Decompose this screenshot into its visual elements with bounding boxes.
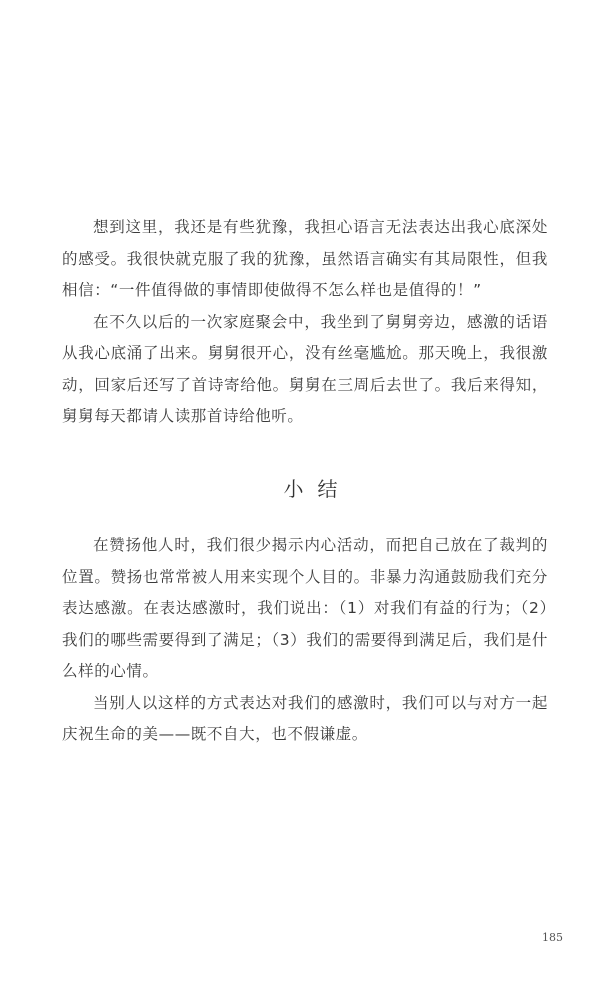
summary-text-block (62, 530, 548, 751)
paragraph: 在不久以后的一次家庭聚会中，我坐到了舅舅旁边，感激的话语从我心底涌了出来。舅舅很开心，没有丝毫尴尬。那天晚上，我很激动，回家后还写了首诗寄给他。舅舅在三周后去世了。我后来得知，舅舅每天都请人读那首诗给他听。 (62, 312, 548, 425)
top-text-block (62, 212, 548, 433)
paragraph: 在赞扬他人时，我们很少揭示内心活动，而把自己放在了裁判的位置。赞扬也常常被人用来实现个人目的。非暴力沟通鼓励我们充分表达感激。在表达感激时，我们说出：（1）对我们有益的行为；（2）我们的哪些需要得到了满足；（3）我们的需要得到满足后，我们是什么样的心情。 (62, 536, 548, 680)
paragraph-continuation: 感受。我很快就克服了我的犹豫，虽然语言确实有其局限性，但我相信：“一件值得做的事情即使做得不怎么样也是值得的！” (62, 249, 548, 299)
paragraph: 当别人以这样的方式表达对我们的感激时，我们可以与对方一起庆祝生命的美——既不自大，也不假谦虚。 (62, 693, 548, 743)
section-title: 小结 (283, 477, 352, 501)
paragraph (62, 212, 548, 307)
paragraph-line: 想到这里，我还是有些犹豫，我担心语言无法表达出我心底深处的 (62, 218, 548, 268)
page-number: 185 (542, 931, 563, 944)
